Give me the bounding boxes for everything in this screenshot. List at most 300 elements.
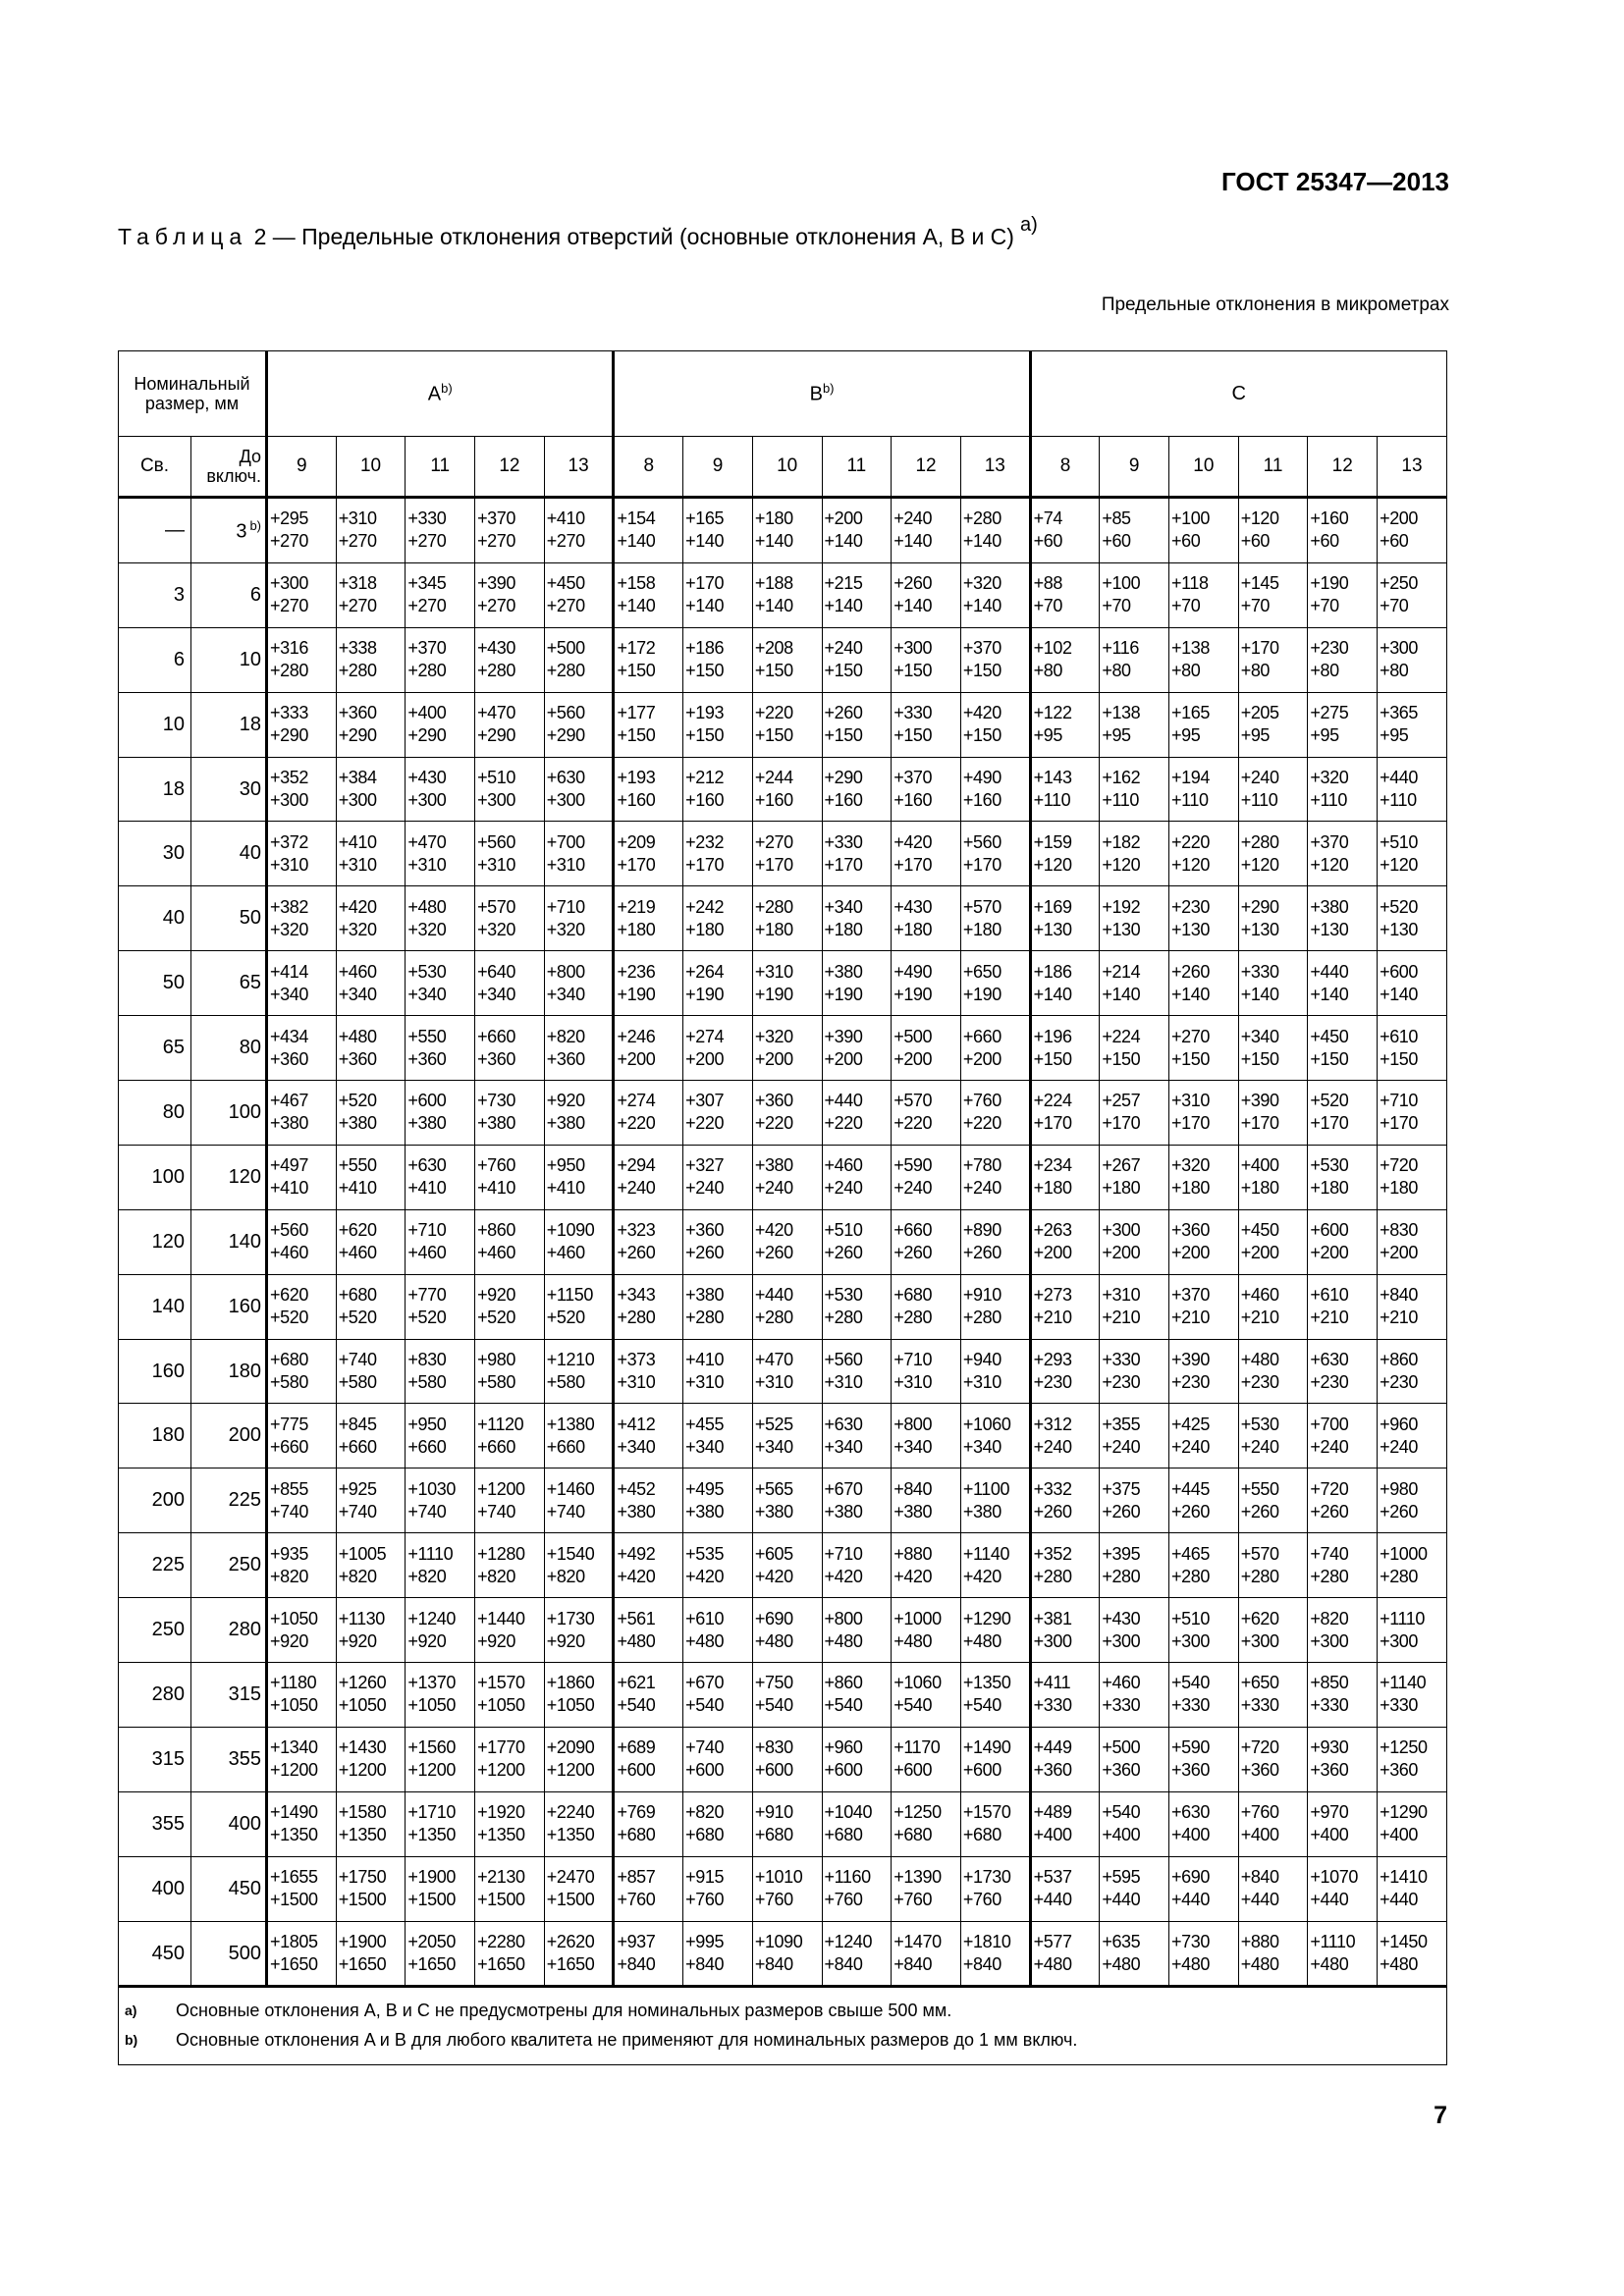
deviation-cell (752, 1404, 822, 1468)
lower-deviation: +840 (962, 1954, 1001, 1975)
deviation-cell (1378, 757, 1447, 822)
lower-deviation: +920 (338, 1630, 377, 1651)
lower-deviation: +210 (1240, 1308, 1279, 1328)
lower-deviation: +150 (617, 725, 656, 746)
upper-deviation: +162 (1102, 768, 1141, 787)
deviation-cell (1308, 1081, 1378, 1146)
lower-deviation: +150 (754, 661, 793, 681)
deviation-cell (1169, 562, 1239, 627)
upper-deviation: +537 (1033, 1867, 1072, 1888)
upper-deviation: +910 (962, 1285, 1001, 1306)
lower-deviation: +130 (1240, 919, 1279, 939)
lower-deviation: +290 (338, 725, 377, 746)
upper-deviation: +590 (893, 1155, 933, 1176)
deviation-cell (614, 627, 683, 692)
deviation-cell (267, 1404, 337, 1468)
upper-deviation: +710 (1380, 1091, 1419, 1111)
lower-deviation: +180 (962, 919, 1001, 939)
lower-deviation: +260 (685, 1243, 725, 1263)
lower-deviation: +380 (617, 1501, 656, 1522)
upper-deviation: +480 (407, 896, 447, 917)
deviation-cell (544, 1663, 614, 1728)
upper-deviation: +138 (1171, 638, 1210, 659)
lower-deviation: +200 (1240, 1243, 1279, 1263)
deviation-cell (336, 1209, 406, 1274)
lower-deviation: +180 (685, 919, 725, 939)
deviation-cell (1238, 1468, 1308, 1533)
upper-deviation: +270 (754, 831, 793, 852)
upper-deviation: +430 (893, 896, 933, 917)
upper-deviation: +1750 (338, 1867, 387, 1888)
deviation-cell (1100, 692, 1169, 757)
lower-deviation: +410 (338, 1178, 377, 1199)
upper-deviation: +280 (962, 508, 1001, 529)
lower-deviation: +300 (1380, 1630, 1419, 1651)
upper-deviation: +182 (1102, 831, 1141, 852)
deviation-cell (752, 1856, 822, 1921)
deviation-cell (960, 1468, 1030, 1533)
note-mark: a) (125, 2002, 137, 2019)
lower-deviation: +70 (1310, 596, 1339, 616)
upper-deviation: +360 (754, 1091, 793, 1111)
lower-deviation: +130 (1102, 919, 1141, 939)
lower-deviation: +840 (893, 1954, 933, 1975)
lower-deviation: +240 (1240, 1436, 1279, 1457)
lower-deviation: +660 (270, 1436, 308, 1457)
upper-deviation: +188 (754, 573, 793, 594)
upper-deviation: +775 (270, 1414, 308, 1434)
upper-deviation: +190 (1310, 573, 1349, 594)
upper-deviation: +172 (617, 638, 656, 659)
upper-deviation: +680 (893, 1285, 933, 1306)
deviation-cell (1308, 1339, 1378, 1404)
lower-deviation: +660 (407, 1436, 447, 1457)
upper-deviation: +236 (617, 961, 656, 982)
lower-deviation: +840 (824, 1954, 863, 1975)
lower-deviation: +160 (893, 790, 933, 810)
table-row (119, 1598, 1447, 1663)
upper-deviation: +1380 (546, 1414, 595, 1434)
deviation-cell (614, 1856, 683, 1921)
deviation-cell (1100, 1081, 1169, 1146)
deviation-cell (406, 627, 475, 692)
deviation-cell (1100, 498, 1169, 563)
lower-deviation: +760 (962, 1890, 1001, 1910)
deviation-cell (614, 1404, 683, 1468)
note-mark: b) (125, 2032, 138, 2049)
lower-deviation: +190 (617, 984, 656, 1004)
upper-deviation: +370 (962, 638, 1001, 659)
lower-deviation: +580 (546, 1372, 585, 1393)
deviation-cell (752, 627, 822, 692)
deviation-cell (1100, 627, 1169, 692)
size-to (191, 1791, 267, 1856)
size-footnote-mark: b) (249, 517, 261, 533)
deviation-cell (614, 951, 683, 1016)
size-from: 180 (119, 1404, 191, 1468)
lower-deviation: +160 (754, 790, 793, 810)
upper-deviation: +372 (270, 831, 308, 852)
lower-deviation: +80 (1171, 661, 1201, 681)
upper-deviation: +410 (338, 831, 377, 852)
upper-deviation: +1430 (338, 1737, 387, 1758)
upper-deviation: +1370 (407, 1673, 456, 1693)
upper-deviation: +300 (1102, 1220, 1141, 1241)
upper-deviation: +650 (962, 961, 1001, 982)
upper-deviation: +365 (1380, 703, 1419, 723)
upper-deviation: +800 (546, 961, 585, 982)
upper-deviation: +260 (893, 573, 933, 594)
upper-deviation: +940 (962, 1350, 1001, 1370)
deviation-cell (1308, 1404, 1378, 1468)
deviation-cell (406, 692, 475, 757)
upper-deviation: +327 (685, 1155, 725, 1176)
deviation-cell (1308, 822, 1378, 886)
size-to (191, 1081, 267, 1146)
upper-deviation: +530 (1240, 1414, 1279, 1434)
table-row (119, 951, 1447, 1016)
lower-deviation: +270 (407, 596, 447, 616)
lower-deviation: +280 (407, 661, 447, 681)
deviation-cell (267, 1339, 337, 1404)
lower-deviation: +480 (893, 1630, 933, 1651)
upper-deviation: +500 (1102, 1737, 1141, 1758)
upper-deviation: +2090 (546, 1737, 595, 1758)
table-note (125, 1996, 1440, 2025)
table-notes (119, 1987, 1447, 2065)
deviation-cell (683, 886, 753, 951)
deviation-cell (1030, 1533, 1100, 1598)
lower-deviation: +280 (477, 661, 516, 681)
lower-deviation: +380 (893, 1501, 933, 1522)
lower-deviation: +760 (893, 1890, 933, 1910)
deviation-cell (336, 1921, 406, 1987)
lower-deviation: +170 (1380, 1113, 1419, 1134)
deviation-cell (752, 1598, 822, 1663)
lower-deviation: +1200 (546, 1760, 595, 1781)
deviation-cell (336, 1727, 406, 1791)
deviation-cell (683, 1081, 753, 1146)
lower-deviation: +600 (824, 1760, 863, 1781)
lower-deviation: +660 (546, 1436, 585, 1457)
deviation-cell (752, 822, 822, 886)
lower-deviation: +80 (1240, 661, 1271, 681)
deviation-cell (1100, 1274, 1169, 1339)
upper-deviation: +1450 (1380, 1932, 1428, 1952)
deviation-cell (960, 1209, 1030, 1274)
deviation-cell (822, 498, 892, 563)
upper-deviation: +165 (685, 508, 725, 529)
size-from: 100 (119, 1145, 191, 1209)
upper-deviation: +2280 (477, 1932, 525, 1952)
deviation-cell (544, 1791, 614, 1856)
upper-deviation: +1210 (546, 1350, 595, 1370)
deviation-cell (406, 1598, 475, 1663)
upper-deviation: +850 (1310, 1673, 1349, 1693)
table-row (119, 1921, 1447, 1987)
upper-deviation: +1140 (962, 1543, 1010, 1564)
deviation-cell (752, 1016, 822, 1081)
upper-deviation: +520 (1380, 896, 1419, 917)
size-from: 225 (119, 1533, 191, 1598)
deviation-cell (892, 562, 961, 627)
deviation-cell (406, 1468, 475, 1533)
upper-deviation: +635 (1102, 1932, 1141, 1952)
deviation-cell (267, 1856, 337, 1921)
upper-deviation: +1110 (1310, 1932, 1356, 1952)
deviation-cell (544, 1274, 614, 1339)
upper-deviation: +750 (754, 1673, 793, 1693)
upper-deviation: +700 (1310, 1414, 1349, 1434)
upper-deviation: +440 (754, 1285, 793, 1306)
caption-number: 2 (253, 224, 267, 249)
lower-deviation: +160 (617, 790, 656, 810)
deviation-cell (1378, 822, 1447, 886)
upper-deviation: +194 (1171, 768, 1210, 787)
upper-deviation: +165 (1171, 703, 1210, 723)
upper-deviation: +400 (407, 703, 447, 723)
lower-deviation: +240 (962, 1178, 1001, 1199)
deviation-cell (1100, 1468, 1169, 1533)
deviation-cell (1238, 1081, 1308, 1146)
size-to (191, 1663, 267, 1728)
deviation-cell (892, 951, 961, 1016)
upper-deviation: +275 (1310, 703, 1349, 723)
upper-deviation: +720 (1240, 1737, 1279, 1758)
lower-deviation: +340 (685, 1436, 725, 1457)
deviation-cell (614, 562, 683, 627)
deviation-cell (1238, 1533, 1308, 1598)
deviation-cell (1238, 1145, 1308, 1209)
group-name: A (427, 383, 442, 405)
lower-deviation: +260 (1310, 1501, 1349, 1522)
deviation-cell (1308, 1663, 1378, 1728)
size-to-value: 65 (239, 972, 261, 994)
lower-deviation: +80 (1033, 661, 1062, 681)
from-header: Св. (119, 437, 191, 498)
upper-deviation: +145 (1240, 573, 1279, 594)
lower-deviation: +410 (546, 1178, 585, 1199)
lower-deviation: +1200 (338, 1760, 387, 1781)
upper-deviation: +1710 (407, 1802, 456, 1823)
deviation-cell (267, 1468, 337, 1533)
deviation-cell (1100, 1533, 1169, 1598)
lower-deviation: +200 (1171, 1243, 1210, 1263)
lower-deviation: +60 (1310, 531, 1339, 552)
deviation-cell (960, 1727, 1030, 1791)
lower-deviation: +270 (407, 531, 447, 552)
lower-deviation: +150 (824, 725, 863, 746)
lower-deviation: +300 (1171, 1630, 1210, 1651)
upper-deviation: +307 (685, 1091, 725, 1111)
upper-deviation: +360 (338, 703, 377, 723)
upper-deviation: +1490 (270, 1802, 318, 1823)
size-from: 140 (119, 1274, 191, 1339)
deviation-cell (1169, 1921, 1239, 1987)
deviation-cell (1030, 1016, 1100, 1081)
upper-deviation: +621 (617, 1673, 656, 1693)
table-row (119, 1274, 1447, 1339)
lower-deviation: +230 (1240, 1372, 1279, 1393)
deviation-cell (683, 1468, 753, 1533)
lower-deviation: +440 (1102, 1890, 1141, 1910)
upper-deviation: +118 (1171, 573, 1209, 594)
upper-deviation: +995 (685, 1932, 725, 1952)
upper-deviation: +242 (685, 896, 725, 917)
lower-deviation: +150 (1171, 1048, 1210, 1069)
caption-label: Таблица (118, 224, 248, 249)
deviation-cell (683, 498, 753, 563)
quality-header: 10 (752, 437, 822, 498)
deviation-cell (892, 692, 961, 757)
group-footnote-mark: b) (822, 381, 835, 397)
upper-deviation: +290 (1240, 896, 1279, 917)
deviation-cell (892, 1339, 961, 1404)
deviation-cell (892, 822, 961, 886)
upper-deviation: +370 (1310, 831, 1349, 852)
upper-deviation: +1730 (962, 1867, 1011, 1888)
lower-deviation: +300 (1240, 1630, 1279, 1651)
upper-deviation: +450 (1310, 1026, 1349, 1046)
lower-deviation: +230 (1102, 1372, 1141, 1393)
lower-deviation: +300 (1102, 1630, 1141, 1651)
upper-deviation: +530 (1310, 1155, 1349, 1176)
upper-deviation: +489 (1033, 1802, 1072, 1823)
lower-deviation: +420 (824, 1566, 863, 1586)
size-to-value: 6 (249, 583, 261, 606)
deviation-cell (544, 1016, 614, 1081)
lower-deviation: +150 (1033, 1048, 1072, 1069)
lower-deviation: +210 (1102, 1308, 1141, 1328)
size-to (191, 1856, 267, 1921)
deviation-cell (267, 886, 337, 951)
lower-deviation: +270 (338, 596, 377, 616)
deviation-cell (1030, 1081, 1100, 1146)
deviation-cell (267, 1016, 337, 1081)
deviation-cell (1169, 1598, 1239, 1663)
deviation-cell (892, 1727, 961, 1791)
deviation-cell (544, 1533, 614, 1598)
deviation-cell (267, 822, 337, 886)
deviation-cell (267, 757, 337, 822)
lower-deviation: +360 (270, 1048, 308, 1069)
upper-deviation: +370 (893, 768, 933, 787)
deviation-cell (822, 822, 892, 886)
upper-deviation: +630 (1171, 1802, 1210, 1823)
deviation-cell (267, 951, 337, 1016)
lower-deviation: +95 (1033, 725, 1062, 746)
deviation-cell (960, 692, 1030, 757)
lower-deviation: +1650 (477, 1954, 525, 1975)
deviation-cell (1169, 1016, 1239, 1081)
lower-deviation: +540 (754, 1695, 793, 1716)
deviation-cell (336, 1468, 406, 1533)
deviation-cell (822, 562, 892, 627)
lower-deviation: +360 (338, 1048, 377, 1069)
deviation-cell (822, 1209, 892, 1274)
lower-deviation: +60 (1380, 531, 1409, 552)
upper-deviation: +390 (477, 573, 516, 594)
lower-deviation: +360 (1310, 1760, 1349, 1781)
deviation-cell (960, 1598, 1030, 1663)
lower-deviation: +920 (407, 1630, 447, 1651)
lower-deviation: +480 (754, 1630, 793, 1651)
deviation-cell (683, 1856, 753, 1921)
upper-deviation: +360 (685, 1220, 725, 1241)
upper-deviation: +605 (754, 1543, 793, 1564)
deviation-cell (406, 1339, 475, 1404)
note-text: Основные отклонения A, B и C не предусмотрены для номинальных размеров свыше 500 мм. (176, 2001, 952, 2021)
group-name: C (1231, 382, 1246, 404)
quality-header: 10 (336, 437, 406, 498)
upper-deviation: +440 (1380, 768, 1419, 787)
lower-deviation: +480 (1102, 1954, 1141, 1975)
upper-deviation: +600 (407, 1091, 447, 1111)
table-row (119, 1145, 1447, 1209)
upper-deviation: +570 (477, 896, 516, 917)
deviation-cell (960, 822, 1030, 886)
lower-deviation: +920 (270, 1630, 308, 1651)
upper-deviation: +670 (824, 1478, 863, 1499)
lower-deviation: +280 (1310, 1566, 1349, 1586)
lower-deviation: +440 (1310, 1890, 1349, 1910)
lower-deviation: +400 (1240, 1825, 1279, 1845)
deviation-cell (1100, 1404, 1169, 1468)
size-to (191, 757, 267, 822)
deviation-cell (1100, 1016, 1169, 1081)
upper-deviation: +200 (824, 508, 863, 529)
lower-deviation: +330 (1171, 1695, 1210, 1716)
upper-deviation: +980 (1380, 1478, 1419, 1499)
lower-deviation: +340 (546, 984, 585, 1004)
upper-deviation: +520 (1310, 1091, 1349, 1111)
upper-deviation: +561 (617, 1608, 656, 1629)
deviation-cell (544, 1921, 614, 1987)
upper-deviation: +209 (617, 831, 656, 852)
group-footnote-mark: b) (441, 381, 453, 397)
lower-deviation: +340 (407, 984, 447, 1004)
lower-deviation: +140 (617, 531, 656, 552)
lower-deviation: +320 (407, 919, 447, 939)
lower-deviation: +760 (617, 1890, 656, 1910)
lower-deviation: +110 (1310, 790, 1347, 810)
lower-deviation: +410 (477, 1178, 516, 1199)
deviation-cell (892, 1274, 961, 1339)
deviation-cell (1308, 1791, 1378, 1856)
lower-deviation: +1350 (546, 1825, 595, 1845)
deviation-cell (892, 1016, 961, 1081)
upper-deviation: +274 (685, 1026, 725, 1046)
upper-deviation: +310 (338, 508, 377, 529)
lower-deviation: +420 (962, 1566, 1001, 1586)
lower-deviation: +920 (546, 1630, 585, 1651)
upper-deviation: +550 (338, 1155, 377, 1176)
deviation-cell (960, 1339, 1030, 1404)
deviation-cell (336, 951, 406, 1016)
deviation-cell (336, 886, 406, 951)
lower-deviation: +160 (685, 790, 725, 810)
upper-deviation: +318 (338, 573, 377, 594)
lower-deviation: +840 (685, 1954, 725, 1975)
lower-deviation: +160 (824, 790, 863, 810)
upper-deviation: +500 (893, 1026, 933, 1046)
deviation-cell (1100, 1791, 1169, 1856)
deviation-cell (1169, 627, 1239, 692)
lower-deviation: +1350 (270, 1825, 318, 1845)
upper-deviation: +600 (1380, 961, 1419, 982)
lower-deviation: +140 (1240, 984, 1279, 1004)
quality-header: 11 (406, 437, 475, 498)
